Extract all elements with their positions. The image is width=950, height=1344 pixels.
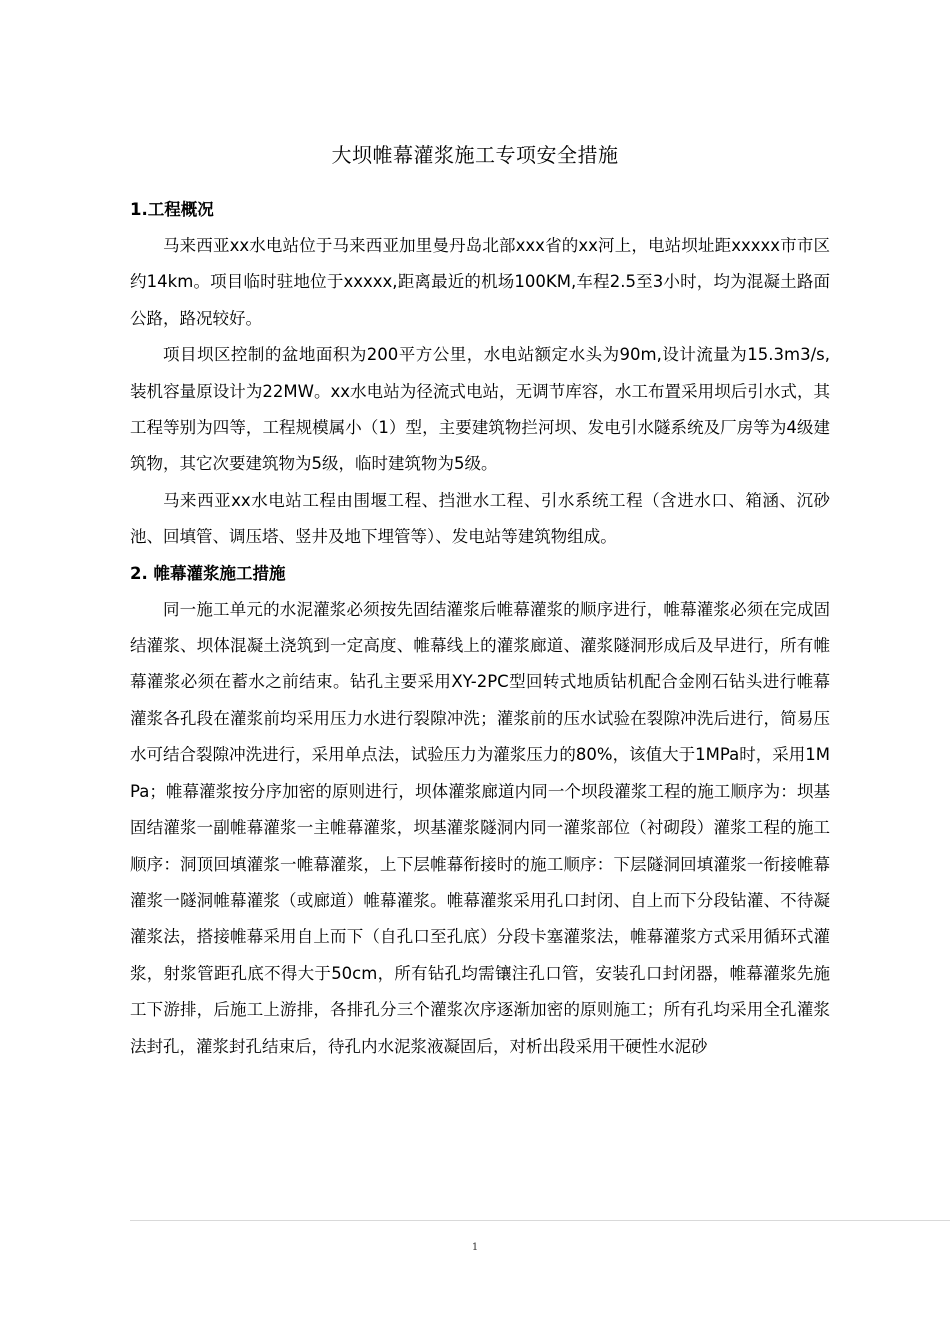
section-heading: 1.工程概况 (130, 200, 214, 219)
document-title: 大坝帷幕灌浆施工专项安全措施 (331, 143, 619, 167)
paragraph: 同一施工单元的水泥灌浆必须按先固结灌浆后帷幕灌浆的顺序进行，帷幕灌浆必须在完成固结灌浆、坝体混凝土浇筑到一定高度、帷幕线上的灌浆廊道、灌浆隧洞形成后及早进行，所有帷幕灌浆必须在蓄水之前结束。钻孔主要采用XY-2PC型回转式地质钻机配合金刚石钻头进行帷幕灌浆各孔段在灌浆前均采用压力水进行裂隙冲洗；灌浆前的压水试验在裂隙冲洗后进行，简易压水可结合裂隙冲洗进行，采用单点法，试验压力为灌浆压力的80%，该值大于1MPa时，采用1MPa；帷幕灌浆按分序加密的原则进行，坝体灌浆廊道内同一个坝段灌浆工程的施工顺序为：坝基固结灌浆一副帷幕灌浆一主帷幕灌浆，坝基灌浆隧洞内同一灌浆部位（衬砌段）灌浆工程的施工顺序：洞顶回填灌浆一帷幕灌浆，上下层帷幕衔接时的施工顺序：下层隧洞回填灌浆一衔接帷幕灌浆一隧洞帷幕灌浆（或廊道）帷幕灌浆。帷幕灌浆采用孔口封闭、自上而下分段钻灌、不待凝灌浆法，搭接帷幕采用自上而下（自孔口至孔底）分段卡塞灌浆法，帷幕灌浆方式采用循环式灌浆，射浆管距孔底不得大于50cm，所有钻孔均需镶注孔口管，安装孔口封闭器，帷幕灌浆先施工下游排，后施工上游排，各排孔分三个灌浆次序逐渐加密的原则施工；所有孔均采用全孔灌浆法封孔，灌浆封孔结束后，待孔内水泥浆液凝固后，对析出段采用干硬性水泥砂 (130, 599, 830, 1056)
paragraph: 马来西亚xx水电站工程由围堰工程、挡泄水工程、引水系统工程（含进水口、箱涵、沉砂池、回填管、调压塔、竖井及地下埋管等）、发电站等建筑物组成。 (130, 490, 830, 547)
page-number: 1 (471, 1242, 479, 1253)
paragraph: 马来西亚xx水电站位于马来西亚加里曼丹岛北部xxx省的xx河上，电站坝址距xxxxx市市区约14km。项目临时驻地位于xxxxx,距离最近的机场100KM,车程2.5至3小时，均为混凝土路面公路，路况较好。 (130, 236, 830, 328)
document-body (130, 192, 830, 1065)
paragraph: 项目坝区控制的盆地面积为200平方公里，水电站额定水头为90m,设计流量为15.3m3/s,装机容量原设计为22MW。xx水电站为径流式电站，无调节库容，水工布置采用坝后引水式，其工程等别为四等，工程规模属小（1）型，主要建筑物拦河坝、发电引水隧系统及厂房等为4级建筑物，其它次要建筑物为5级，临时建筑物为5级。 (130, 345, 830, 474)
section-heading: 2. 帷幕灌浆施工措施 (130, 563, 286, 583)
footer-divider (130, 1220, 950, 1221)
